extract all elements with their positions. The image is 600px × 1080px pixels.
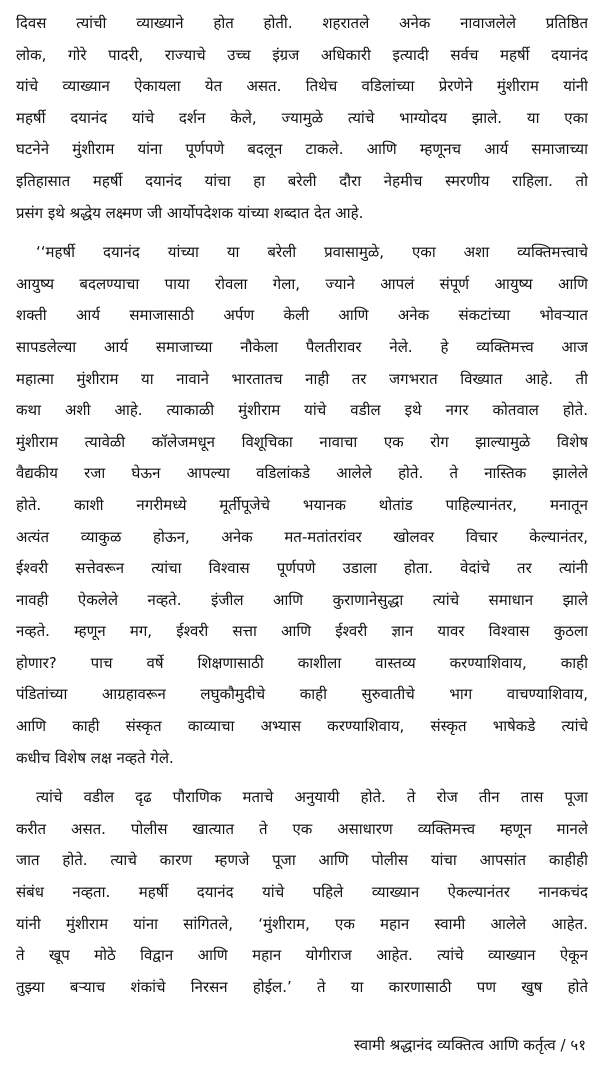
text-line: प्रसंग इथे श्रद्धेय लक्ष्मण जी आर्योपदेशक यांच्या शब्दात देत आहे. [16, 203, 364, 222]
text-line: यांनी मुंशीराम यांना सांगितले, ‘मुंशीराम, एक महान स्वामी आलेले आहेत. [16, 914, 588, 933]
paragraph-gap [16, 774, 588, 782]
text-line: करीत असत. पोलीस खात्यात ते एक असाधारण व्यक्तिमत्त्व म्हणून मानले [16, 819, 588, 838]
text-line: पंडितांच्या आग्रहावरून लघुकौमुदीचे काही सुरुवातीचे भाग वाचण्याशिवाय, [16, 685, 588, 704]
text-line: नावही ऐकलेले नव्हते. इंजील आणि कुराणानेसुद्धा त्यांचे समाधान झाले [16, 590, 588, 609]
paragraph-2 [16, 237, 588, 774]
text-line: महर्षी दयानंद यांचे दर्शन केले, ज्यामुळे त्यांचे भाग्योदय झाले. या एका [16, 108, 588, 127]
text-line: कधीच विशेष लक्ष नव्हते गेले. [16, 748, 174, 767]
text-line: होते. काशी नगरीमध्ये मूर्तीपूजेचे भयानक थोतांड पाहिल्यानंतर, मनातून [16, 495, 588, 514]
text-line: वैद्यकीय रजा घेऊन आपल्या वडिलांकडे आलेले होते. ते नास्तिक झालेले [16, 464, 588, 483]
paragraph-1 [16, 8, 588, 229]
text-line: जात होते. त्याचे कारण म्हणजे पूजा आणि पोलीस यांचा आपसांत काहीही [16, 851, 588, 870]
text-line: कथा अशी आहे. त्याकाळी मुंशीराम यांचे वडील इथे नगर कोतवाल होते. [16, 401, 588, 420]
page-body [16, 8, 588, 1003]
paragraph-3 [16, 782, 588, 1003]
paragraph-gap [16, 229, 588, 237]
text-line: यांचे व्याख्यान ऐकायला येत असत. तिथेच वडिलांच्या प्रेरणेने मुंशीराम यांनी [16, 77, 588, 96]
text-line: घटनेने मुंशीराम यांना पूर्णपणे बदलून टाकले. आणि म्हणूनच आर्य समाजाच्या [16, 140, 588, 159]
text-line: दिवस त्यांची व्याख्याने होत होती. शहरातले अनेक नावाजलेले प्रतिष्ठित [16, 14, 588, 32]
text-line: आणि काही संस्कृत काव्याचा अभ्यास करण्याशिवाय, संस्कृत भाषेकडे त्यांचे [16, 717, 588, 736]
text-line: ते खूप मोठे विद्वान आणि महान योगीराज आहेत. त्यांचे व्याख्यान ऐकून [16, 946, 588, 965]
page-number: ५१ [570, 1036, 586, 1054]
running-title: स्वामी श्रद्धानंद व्यक्तित्व आणि कर्तृत्व [353, 1036, 556, 1054]
page-footer [354, 1030, 586, 1060]
text-line: अत्यंत व्याकुळ होऊन, अनेक मत-मतांतरांवर खोलवर विचार केल्यानंतर, [16, 527, 588, 546]
text-line: नव्हते. म्हणून मग, ईश्वरी सत्ता आणि ईश्वरी ज्ञान यावर विश्वास कुठला [16, 622, 588, 641]
text-line: होणार? पाच वर्षे शिक्षणासाठी काशीला वास्तव्य करण्याशिवाय, काही [16, 653, 588, 672]
text-line: सापडलेल्या आर्य समाजाच्या नौकेला पैलतीरावर नेले. हे व्यक्तिमत्त्व आज [16, 337, 588, 356]
text-line: इतिहासात महर्षी दयानंद यांचा हा बरेली दौरा नेहमीच स्मरणीय राहिला. तो [16, 171, 588, 190]
text-line: शक्ती आर्य समाजासाठी अर्पण केली आणि अनेक संकटांच्या भोवऱ्यात [16, 306, 588, 325]
text-line: लोक, गोरे पादरी, राज्याचे उच्च इंग्रज अधिकारी इत्यादी सर्वच महर्षी दयानंद [16, 45, 588, 64]
text-line: ईश्वरी सत्तेवरून त्यांचा विश्वास पूर्णपणे उडाला होता. वेदांचे तर त्यांनी [16, 559, 588, 578]
text-line: त्यांचे वडील दृढ पौराणिक मताचे अनुयायी होते. ते रोज तीन तास पूजा [36, 788, 588, 807]
text-line: मुंशीराम त्यावेळी कॉलेजमधून विशूचिका नावाचा एक रोग झाल्यामुळे विशेष [16, 432, 588, 451]
text-line: महात्मा मुंशीराम या नावाने भारतातच नाही तर जगभरात विख्यात आहे. ती [16, 369, 588, 388]
text-line: ‘‘महर्षी दयानंद यांच्या या बरेली प्रवासामुळे, एका अशा व्यक्तिमत्त्वाचे [36, 243, 588, 262]
text-line: संबंध नव्हता. महर्षी दयानंद यांचे पहिले व्याख्यान ऐकल्यानंतर नानकचंद [16, 883, 588, 902]
footer-separator: / [560, 1036, 566, 1054]
text-line: तुझ्या बऱ्याच शंकांचे निरसन होईल.’ ते या कारणासाठी पण खुष होते [16, 977, 588, 996]
text-line: आयुष्य बदलण्याचा पाया रोवला गेला, ज्याने आपलं संपूर्ण आयुष्य आणि [16, 274, 588, 293]
